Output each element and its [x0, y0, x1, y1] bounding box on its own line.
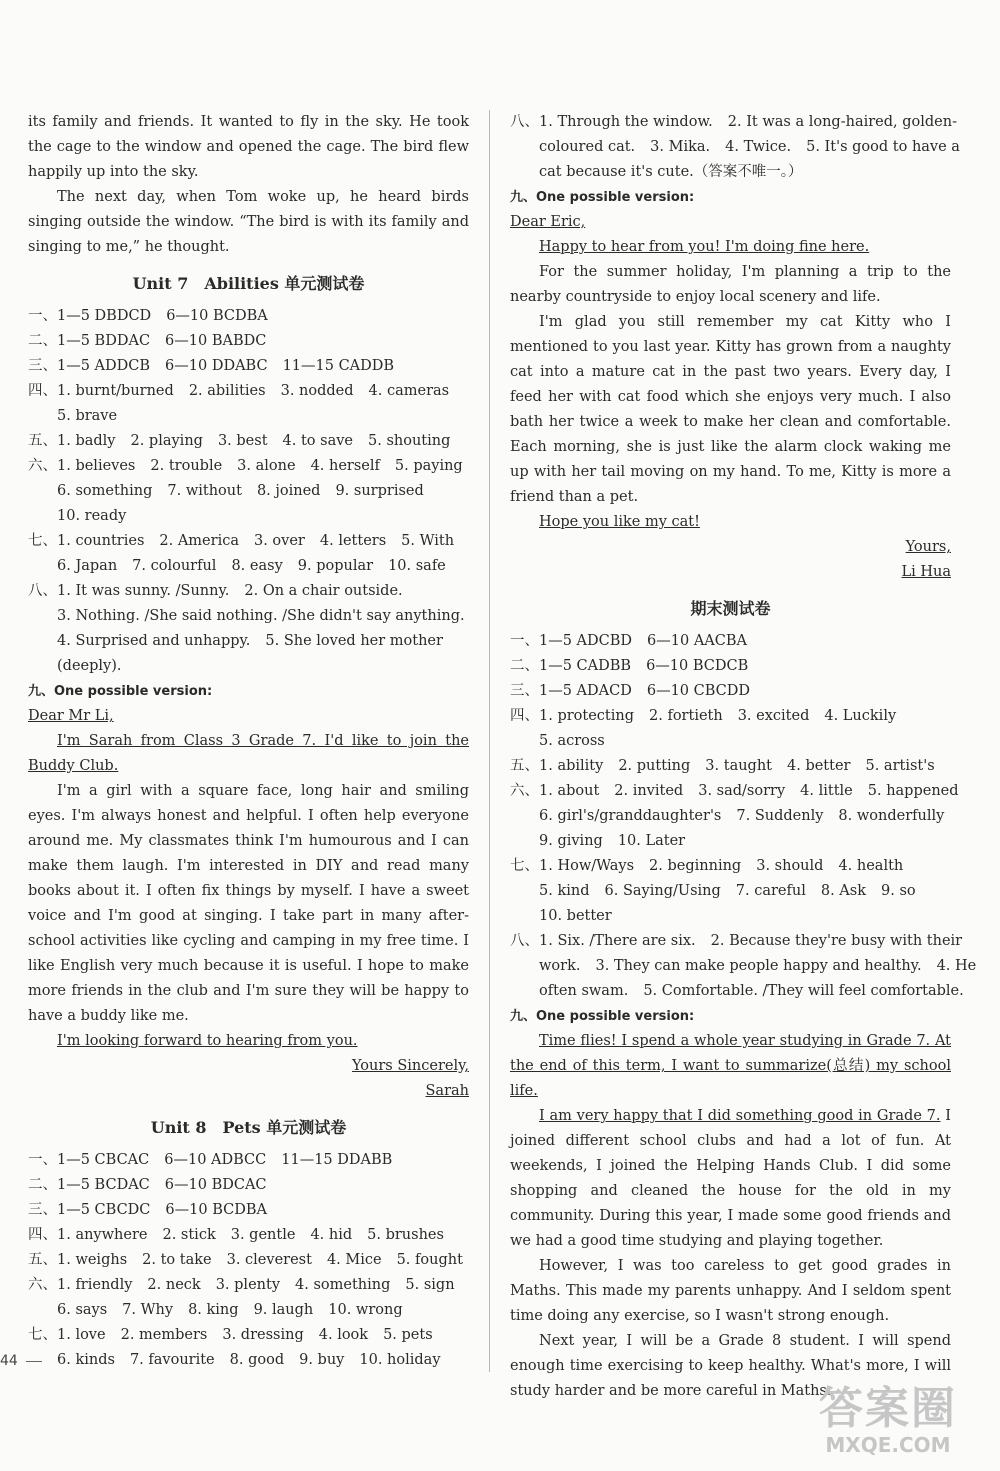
answer-line — [510, 704, 951, 729]
answer-item: 六、1. believes — [28, 458, 136, 474]
answer-item: 4. Luckily — [824, 708, 897, 724]
answer-item: work. — [510, 958, 581, 974]
answer-item: 3. cleverest — [226, 1252, 312, 1268]
answer-line — [28, 529, 469, 554]
answer-item: 6—10 ADBCC — [164, 1152, 267, 1168]
letter-opening: I'm Sarah from Class 3 Grade 7. I'd like to join the Buddy Club. — [28, 733, 469, 774]
answer-line — [510, 160, 951, 185]
answer-item: 2. It was a long-haired, golden- — [727, 114, 957, 130]
essay-paragraph: Next year, I will be a Grade 8 student. I will spend enough time exercising to keep healthy. What's more, I will study harder and be more careful in Maths. — [510, 1333, 951, 1399]
answer-line — [28, 454, 469, 479]
answer-item: 二、1—5 CADBB — [510, 658, 632, 674]
answer-item: 3. Nothing. /She said nothing. /She didn't say anything. — [28, 608, 465, 624]
watermark-url: MXQE.COM — [825, 1433, 951, 1457]
answer-line — [510, 110, 957, 135]
answer-item: 7. without — [167, 483, 242, 499]
answer-item: 10. safe — [388, 558, 446, 574]
answer-item: 6—10 BDCAC — [164, 1177, 267, 1193]
answer-item: 6. kinds — [28, 1352, 115, 1368]
answer-line — [28, 479, 469, 504]
answer-line — [28, 1198, 469, 1223]
answer-line — [28, 304, 469, 329]
unit7-answers — [28, 304, 469, 679]
answer-item: 2. putting — [618, 758, 691, 774]
answer-item: 4. look — [318, 1327, 369, 1343]
watermark-logo: 答案圈 — [819, 1383, 957, 1434]
answer-item: 6. Saying/Using — [604, 883, 721, 899]
answer-item: 四、1. protecting — [510, 708, 635, 724]
answer-item: 3. They can make people happy and healthy. — [595, 958, 922, 974]
answer-line — [28, 1223, 469, 1248]
final-exam-answers — [510, 629, 977, 1004]
answer-item: 6—10 BCDBA — [165, 1202, 267, 1218]
answer-item: 9. giving — [510, 833, 603, 849]
answer-item: 3. excited — [737, 708, 810, 724]
answer-line — [28, 329, 469, 354]
answer-line — [28, 604, 469, 629]
answer-item: 7. favourite — [129, 1352, 215, 1368]
answer-item: 5. brave — [28, 408, 118, 424]
answer-item: 五、1. weighs — [28, 1252, 128, 1268]
unit8-title: Unit 8 Pets 单元测试卷 — [150, 1118, 347, 1137]
answer-item: 2. trouble — [150, 458, 223, 474]
answer-item: 8. easy — [231, 558, 283, 574]
right-column — [510, 110, 977, 1404]
answer-line — [28, 1298, 469, 1323]
answer-line — [28, 404, 469, 429]
answer-item: 六、1. friendly — [28, 1277, 133, 1293]
page-number: 44 — [0, 1353, 42, 1369]
answer-item: 5. brushes — [367, 1227, 444, 1243]
answer-line — [510, 879, 951, 904]
answer-line — [510, 135, 960, 160]
unit8-section-8-answers — [510, 110, 960, 185]
answer-item: 2. Because they're busy with their — [710, 933, 963, 949]
answer-item: 5. She loved her mother — [265, 633, 443, 649]
answer-item: 6. something — [28, 483, 153, 499]
answer-item: 2. members — [120, 1327, 208, 1343]
essay-label: 九、One possible version: — [28, 684, 213, 699]
answer-line — [28, 504, 469, 529]
essay-key-sentence: I am very happy that I did something good in Grade 7. — [539, 1108, 941, 1124]
answer-line — [510, 854, 951, 879]
answer-item: 4. little — [800, 783, 853, 799]
answer-item: 10. better — [510, 908, 612, 924]
answer-item: 5. pets — [383, 1327, 433, 1343]
answer-line — [510, 754, 951, 779]
answer-item: 3. over — [253, 533, 305, 549]
answer-line — [28, 354, 469, 379]
answer-item: 7. careful — [735, 883, 806, 899]
letter-body: I'm a girl with a square face, long hair and smiling eyes. I'm always honest and helpful. I often help everyone around me. My classmates think I'm humourous and I can make them laugh. I'm interested in DIY and read many books about it. I often fix things by myself. I have a sweet voice and I'm good at singing. I take part in many after-school activities like cycling and camping in my free time. I like English very much because it is useful. I hope to make more friends in the club and I'm sure they will be happy to have a buddy like me. — [28, 783, 469, 1024]
unit8-answers — [28, 1148, 469, 1373]
answer-item: 一、1—5 ADCBD — [510, 633, 633, 649]
answer-item: 3. gentle — [230, 1227, 296, 1243]
answer-line — [510, 804, 951, 829]
answer-item: 8. wonderfully — [838, 808, 945, 824]
letter-greeting: Dear Mr Li, — [28, 708, 114, 724]
answer-line — [28, 579, 469, 604]
answer-item: 4. herself — [310, 458, 380, 474]
answer-line — [510, 679, 951, 704]
answer-item: 11—15 CADDB — [282, 358, 395, 374]
answer-item: 10. wrong — [328, 1302, 403, 1318]
letter-greeting: Dear Eric, — [510, 214, 586, 230]
answer-item: 8. joined — [256, 483, 321, 499]
letter-closing: Hope you like my cat! — [539, 514, 700, 530]
letter-sign-off: Yours, — [905, 539, 951, 555]
answer-item: 八、1. Through the window. — [510, 114, 713, 130]
answer-item: 4. Mice — [326, 1252, 382, 1268]
answer-item: cat because it's cute.（答案不唯一。） — [510, 164, 803, 180]
letter-signature: Sarah — [425, 1083, 469, 1099]
answer-line — [510, 779, 959, 804]
answer-item: 5. paying — [394, 458, 463, 474]
letter-opening: Happy to hear from you! I'm doing fine here. — [539, 239, 870, 255]
answer-item: 3. nodded — [280, 383, 354, 399]
answer-item: 5. artist's — [865, 758, 935, 774]
answer-line — [28, 1348, 469, 1373]
answer-item: 二、1—5 BDDAC — [28, 333, 151, 349]
answer-item: 6—10 BABDC — [165, 333, 267, 349]
answer-item: (deeply). — [28, 658, 122, 674]
answer-item: 八、1. Six. /There are six. — [510, 933, 696, 949]
answer-item: 5. kind — [510, 883, 590, 899]
answer-line — [28, 1323, 469, 1348]
answer-item: 4. hid — [310, 1227, 353, 1243]
answer-item: 9. buy — [299, 1352, 345, 1368]
letter-sign-off: Yours Sincerely, — [352, 1058, 469, 1074]
answer-item: 4. He — [936, 958, 977, 974]
answer-item: 七、1. love — [28, 1327, 106, 1343]
answer-item: 2. neck — [147, 1277, 201, 1293]
answer-item: 4. better — [787, 758, 851, 774]
answer-line — [510, 629, 951, 654]
answer-item: 四、1. anywhere — [28, 1227, 148, 1243]
answer-item: 2. invited — [614, 783, 684, 799]
answer-line — [28, 429, 469, 454]
answer-line — [28, 654, 469, 679]
answer-item: 6—10 BCDBA — [166, 308, 268, 324]
answer-item: 2. stick — [162, 1227, 216, 1243]
letter-closing: I'm looking forward to hearing from you. — [57, 1033, 358, 1049]
answer-item: 三、1—5 ADDCB — [28, 358, 151, 374]
answer-item: 七、1. How/Ways — [510, 858, 635, 874]
answer-line — [510, 829, 951, 854]
answer-item: 8. Ask — [820, 883, 867, 899]
answer-item: 3. Mika. — [650, 139, 711, 155]
answer-line — [28, 1248, 469, 1273]
answer-item: 9. popular — [297, 558, 374, 574]
answer-item: 7. Suddenly — [736, 808, 824, 824]
answer-item: 四、1. burnt/burned — [28, 383, 174, 399]
answer-item: 4. Twice. — [725, 139, 792, 155]
answer-item: 6—10 CBCDD — [646, 683, 751, 699]
essay-paragraph: However, I was too careless to get good grades in Maths. This made my parents unhappy. And I seldom spent time doing any exercise, so I wasn't strong enough. — [510, 1258, 951, 1324]
answer-item: 3. taught — [705, 758, 772, 774]
answer-item: 3. alone — [237, 458, 296, 474]
answer-item: 7. Why — [122, 1302, 174, 1318]
answer-item: 9. surprised — [335, 483, 424, 499]
letter-paragraph: I'm glad you still remember my cat Kitty who I mentioned to you last year. Kitty has grown from a naughty cat into a mature cat in the past two years. Every day, I feed her with cat food which she enjoys very much. I also bath her twice a week to make her clean and comfortable. Each morning, she is just like the alarm clock waking me up with her tail moving on my hand. To me, Kitty is more a friend than a pet. — [510, 314, 951, 505]
answer-line — [28, 379, 469, 404]
letter-paragraph: For the summer holiday, I'm planning a trip to the nearby countryside to enjoy local scenery and life. — [510, 264, 951, 305]
answer-item: 7. colourful — [132, 558, 217, 574]
answer-item: 八、1. It was sunny. /Sunny. — [28, 583, 230, 599]
answer-item: 三、1—5 ADACD — [510, 683, 632, 699]
answer-item: 10. holiday — [359, 1352, 441, 1368]
answer-line — [510, 954, 977, 979]
answer-item: 5. across — [510, 733, 605, 749]
answer-item: 4. health — [838, 858, 904, 874]
answer-line — [510, 979, 964, 1004]
answer-item: 6. says — [28, 1302, 108, 1318]
answer-item: 5. sign — [405, 1277, 455, 1293]
answer-item: 5. Comfortable. /They will feel comfortable. — [643, 983, 964, 999]
answer-item: 5. happened — [867, 783, 959, 799]
answer-item: 8. king — [188, 1302, 239, 1318]
answer-item: 六、1. about — [510, 783, 600, 799]
answer-item: 6. Japan — [28, 558, 118, 574]
answer-item: 6—10 AACBA — [647, 633, 747, 649]
answer-item: 3. dressing — [222, 1327, 304, 1343]
story-paragraph: The next day, when Tom woke up, he heard birds singing outside the window. “The bird is with its family and singing to me,” he thought. — [28, 189, 469, 255]
answer-item: 2. fortieth — [649, 708, 723, 724]
answer-item: 2. On a chair outside. — [244, 583, 403, 599]
answer-line — [28, 1273, 469, 1298]
answer-item: 2. America — [159, 533, 239, 549]
answer-line — [510, 729, 951, 754]
answer-item: 10. ready — [28, 508, 127, 524]
left-column — [28, 110, 469, 1373]
essay-paragraph: I joined different school clubs and had a lot of fun. At weekends, I joined the Helping Hands Club. I did some shopping and cleaned the house for the old in my community. During this year, I made some good friends and we had a good time studying and playing together. — [510, 1108, 951, 1249]
essay-opening: Time flies! I spend a whole year studying in Grade 7. At the end of this term, I want to summarize(总结) my school life. — [510, 1033, 951, 1099]
answer-item: 4. to save — [282, 433, 353, 449]
answer-item: coloured cat. — [510, 139, 636, 155]
answer-item: 2. beginning — [649, 858, 742, 874]
answer-item: 2. playing — [130, 433, 203, 449]
story-paragraph: its family and friends. It wanted to fly in the sky. He took the cage to the window and opened the cage. The bird flew happily up into the sky. — [28, 114, 469, 180]
answer-item: 10. Later — [617, 833, 686, 849]
answer-item: 一、1—5 DBDCD — [28, 308, 152, 324]
watermark — [808, 1385, 968, 1463]
answer-item: 6. girl's/granddaughter's — [510, 808, 722, 824]
answer-item: 4. letters — [319, 533, 387, 549]
answer-line — [28, 629, 469, 654]
answer-item: 4. Surprised and unhappy. — [28, 633, 251, 649]
answer-item: 5. It's good to have a — [806, 139, 960, 155]
answer-item: 3. best — [217, 433, 268, 449]
column-divider — [489, 110, 490, 1372]
answer-item: 6—10 DDABC — [165, 358, 268, 374]
answer-item: 5. shouting — [368, 433, 451, 449]
essay-label: 九、One possible version: — [510, 1009, 695, 1024]
answer-item: 4. cameras — [368, 383, 450, 399]
answer-item: 6—10 BCDCB — [646, 658, 749, 674]
answer-line — [510, 929, 963, 954]
answer-line — [510, 654, 951, 679]
answer-item: 11—15 DDABB — [281, 1152, 393, 1168]
unit7-title: Unit 7 Abilities 单元测试卷 — [132, 274, 365, 293]
answer-item: 五、1. ability — [510, 758, 604, 774]
essay-label: 九、One possible version: — [510, 190, 695, 205]
answer-item: 五、1. badly — [28, 433, 116, 449]
answer-item: 七、1. countries — [28, 533, 145, 549]
answer-line — [28, 1148, 469, 1173]
answer-item: 三、1—5 CBCDC — [28, 1202, 151, 1218]
answer-item: 4. something — [295, 1277, 391, 1293]
answer-item: 3. should — [756, 858, 824, 874]
answer-item: 2. abilities — [188, 383, 266, 399]
answer-item: 一、1—5 CBCAC — [28, 1152, 150, 1168]
answer-item: 5. With — [401, 533, 455, 549]
answer-item: 3. sad/sorry — [698, 783, 786, 799]
letter-signature: Li Hua — [901, 564, 951, 580]
answer-item: often swam. — [510, 983, 629, 999]
answer-line — [28, 554, 469, 579]
answer-item: 3. plenty — [215, 1277, 281, 1293]
answer-item: 9. so — [881, 883, 916, 899]
answer-item: 5. fought — [396, 1252, 463, 1268]
answer-line — [510, 904, 951, 929]
final-exam-title: 期末测试卷 — [690, 599, 771, 618]
answer-item: 9. laugh — [253, 1302, 314, 1318]
answer-line — [28, 1173, 469, 1198]
answer-item: 二、1—5 BCDAC — [28, 1177, 150, 1193]
answer-item: 8. good — [229, 1352, 285, 1368]
answer-item: 2. to take — [142, 1252, 212, 1268]
